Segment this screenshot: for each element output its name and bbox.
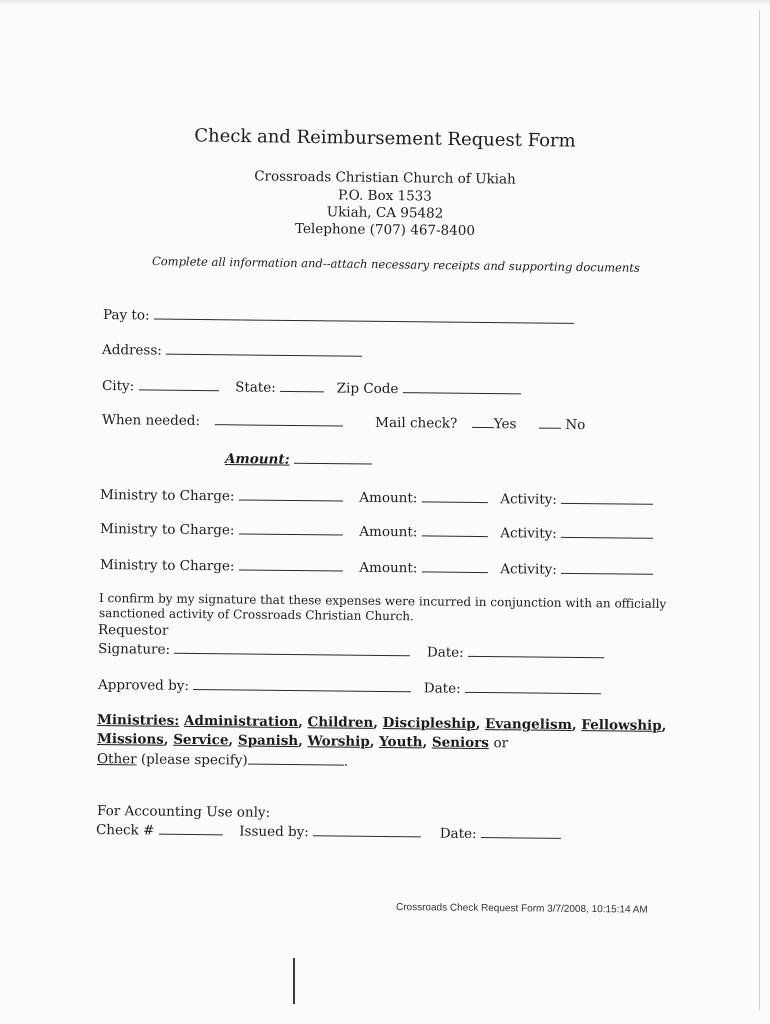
city-state-zip-row — [102, 377, 521, 398]
signature-date-label: Date: — [426, 644, 464, 661]
approved-date-label: Date: — [423, 680, 461, 697]
amount-field[interactable] — [422, 489, 488, 503]
state-field[interactable] — [280, 379, 324, 392]
accounting-date-field[interactable] — [481, 825, 561, 839]
ministry-row-2 — [100, 520, 653, 543]
state-label: State: — [235, 379, 276, 396]
other-specify-field[interactable] — [248, 752, 344, 766]
ministry-row-1 — [100, 486, 653, 509]
approved-by-field[interactable] — [193, 677, 411, 692]
ministry-option-discipleship: Discipleship — [382, 714, 476, 732]
ministry-option-administration: Administration — [183, 712, 299, 731]
when-needed-field[interactable] — [215, 412, 343, 426]
pay-to-field[interactable] — [154, 307, 574, 324]
when-needed-label: When needed: — [101, 412, 201, 430]
ministry-option-youth: Youth — [379, 733, 423, 751]
approved-by-label: Approved by: — [97, 677, 190, 694]
accounting-heading: For Accounting Use only: — [96, 803, 271, 821]
ministries-or: or — [493, 735, 509, 752]
approved-row — [98, 676, 601, 698]
ministry-row-3 — [100, 556, 653, 579]
issued-by-field[interactable] — [313, 823, 421, 837]
ministry-field[interactable] — [239, 521, 343, 535]
requestor-label: Requestor — [97, 622, 169, 639]
ministry-option-service: Service — [173, 731, 229, 749]
scan-edge-top — [0, 0, 770, 6]
activity-label: Activity: — [500, 525, 557, 542]
activity-label: Activity: — [500, 491, 557, 508]
org-telephone: Telephone (707) 467-8400 — [294, 220, 476, 240]
pay-to-label: Pay to: — [102, 307, 150, 324]
form-footer: Crossroads Check Request Form 3/7/2008, 10:15:14 AM — [395, 902, 648, 916]
ministry-option-seniors: Seniors — [431, 734, 489, 752]
activity-field[interactable] — [561, 525, 653, 539]
ministries-line-3: Other (please specify) . — [96, 751, 349, 770]
form-title: Check and Reimbursement Request Form — [194, 125, 576, 152]
ministry-option-worship: Worship — [307, 733, 370, 750]
city-field[interactable] — [138, 377, 218, 391]
check-number-label: Check # — [95, 822, 155, 839]
amount-heading: Amount: — [224, 451, 290, 468]
confirm-line-2: sanctioned activity of Crossroads Christian Church. — [98, 606, 414, 624]
amount-total-field[interactable] — [294, 451, 372, 465]
ministry-label: Ministry to Charge: — [99, 521, 235, 539]
ministry-option-missions: Missions — [96, 731, 164, 748]
pay-to-row — [103, 306, 574, 328]
ministry-label: Ministry to Charge: — [99, 487, 235, 505]
mail-check-label: Mail check? — [375, 414, 458, 432]
org-name: Crossroads Christian Church of Ukiah — [254, 168, 516, 188]
zip-field[interactable] — [403, 380, 521, 394]
address-label: Address: — [101, 342, 162, 359]
address-row — [102, 341, 362, 361]
signature-label: Signature: — [97, 641, 171, 658]
ministry-option-other: Other — [96, 751, 137, 768]
ministries-line-2: Missions, Service, Spanish, Worship, Youth, Seniors or — [96, 731, 509, 752]
ministry-field[interactable] — [239, 557, 343, 571]
ministries-label: Ministries: — [96, 712, 180, 729]
ministries-line-1: Ministries: Administration, Children, Discipleship, Evangelism, Fellowship, — [96, 712, 667, 734]
signature-date-field[interactable] — [468, 644, 604, 658]
amount-label: Amount: — [359, 559, 418, 577]
signature-field[interactable] — [174, 641, 410, 656]
mail-check-no-label: No — [565, 416, 586, 434]
zip-label: Zip Code — [336, 380, 399, 398]
other-note: (please specify) — [140, 751, 248, 769]
amount-label: Amount: — [359, 489, 418, 507]
ministry-option-spanish: Spanish — [237, 732, 299, 750]
accounting-row — [96, 821, 561, 843]
activity-label: Activity: — [500, 561, 557, 578]
ministry-field[interactable] — [239, 487, 343, 501]
amount-field[interactable] — [422, 523, 488, 537]
org-po-box: P.O. Box 1533 — [337, 187, 433, 205]
ministry-option-evangelism: Evangelism — [484, 716, 572, 733]
amount-label: Amount: — [359, 523, 418, 541]
confirm-line-1: I confirm by my signature that these expenses were incurred in conjunction with an officially — [98, 591, 667, 611]
ministry-label: Ministry to Charge: — [99, 557, 235, 575]
check-number-field[interactable] — [159, 822, 223, 836]
ministry-option-fellowship: Fellowship — [581, 717, 662, 734]
ministry-option-children: Children — [307, 714, 374, 731]
accounting-date-label: Date: — [439, 825, 477, 842]
activity-field[interactable] — [561, 491, 653, 505]
amount-field[interactable] — [422, 559, 488, 573]
form-instructions: Complete all information and--attach necessary receipts and supporting documents — [151, 254, 640, 275]
when-needed-row — [102, 411, 586, 433]
org-city-state: Ukiah, CA 95482 — [326, 204, 444, 222]
address-field[interactable] — [166, 342, 362, 357]
signature-row — [98, 640, 604, 662]
approved-date-field[interactable] — [465, 680, 601, 694]
city-label: City: — [101, 378, 135, 395]
scan-mark — [293, 958, 295, 1004]
mail-check-yes-field[interactable] — [472, 415, 494, 428]
mail-check-no-field[interactable] — [539, 416, 561, 429]
issued-by-label: Issued by: — [239, 823, 309, 841]
amount-heading-row — [225, 450, 372, 469]
scan-edge-right — [759, 10, 760, 1010]
activity-field[interactable] — [561, 561, 653, 575]
mail-check-yes-label: Yes — [493, 416, 517, 433]
